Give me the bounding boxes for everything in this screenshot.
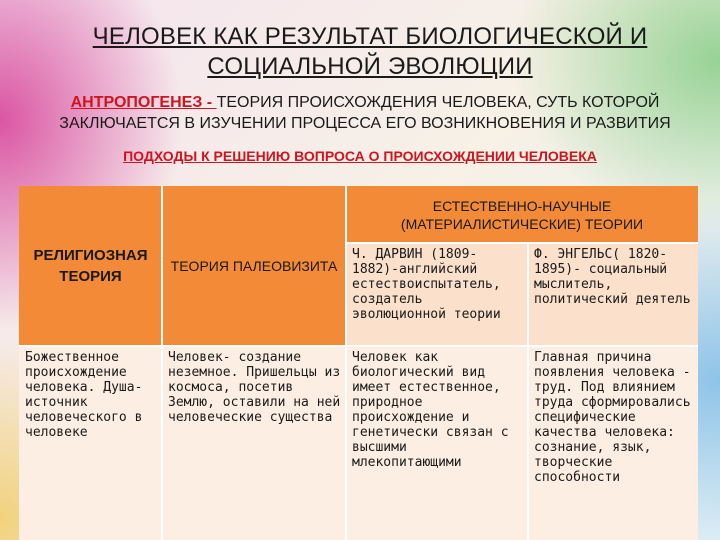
darwin-body: Человек как биологический вид имеет естественное, природное происхождение и генетически связан с высшими млекопитающими bbox=[346, 346, 528, 540]
paleovisit-theory-body: Человек- создание неземное. Пришельцы из космоса, посетив Землю, оставили на ней человеческие существа bbox=[162, 346, 346, 540]
engels-body: Главная причина появления человека - труд. Под влиянием труда сформировались специфические качества человека: сознание, язык, творческие способности bbox=[528, 346, 698, 540]
paleovisit-theory-header bbox=[162, 186, 346, 346]
definition-text: ТЕОРИЯ ПРОИСХОЖДЕНИЯ ЧЕЛОВЕКА, СУТЬ КОТОРОЙ ЗАКЛЮЧАЕТСЯ В ИЗУЧЕНИИ ПРОЦЕССА ЕГО ВОЗНИКНОВЕНИЯ И РАЗВИТИЯ bbox=[59, 94, 671, 132]
paleovisit-theory-header-label: ТЕОРИЯ ПАЛЕОВИЗИТА bbox=[170, 258, 338, 274]
column-divider bbox=[161, 186, 163, 540]
religious-theory-body: Божественное происхождение человека. Душа- источник человеческого в человеке bbox=[19, 346, 162, 540]
column-divider bbox=[527, 243, 529, 540]
natural-science-header bbox=[346, 186, 698, 243]
approaches-heading: ПОДХОДЫ К РЕШЕНИЮ ВОПРОСА О ПРОИСХОЖДЕНИИ ЧЕЛОВЕКА bbox=[123, 148, 597, 164]
row-divider bbox=[19, 345, 698, 347]
row-divider bbox=[346, 242, 698, 244]
religious-theory-header: РЕЛИГИОЗНАЯ ТЕОРИЯ bbox=[19, 186, 162, 346]
definition-term: АНТРОПОГЕНЕЗ - bbox=[70, 94, 217, 111]
definition bbox=[20, 92, 710, 134]
slide-title: ЧЕЛОВЕК КАК РЕЗУЛЬТАТ БИОЛОГИЧЕСКОЙ И СОЦИАЛЬНОЙ ЭВОЛЮЦИИ bbox=[92, 23, 648, 80]
engels-header: Ф. ЭНГЕЛЬС( 1820-1895)- социальный мыслитель, политический деятель bbox=[528, 243, 698, 346]
darwin-header: Ч. ДАРВИН (1809-1882)-английский естествоиспытатель, создатель эволюционной теории bbox=[346, 243, 528, 346]
column-divider bbox=[345, 186, 347, 540]
natural-science-header-label: ЕСТЕСТВЕННО-НАУЧНЫЕ (МАТЕРИАЛИСТИЧЕСКИЕ) ТЕОРИИ bbox=[400, 197, 644, 232]
